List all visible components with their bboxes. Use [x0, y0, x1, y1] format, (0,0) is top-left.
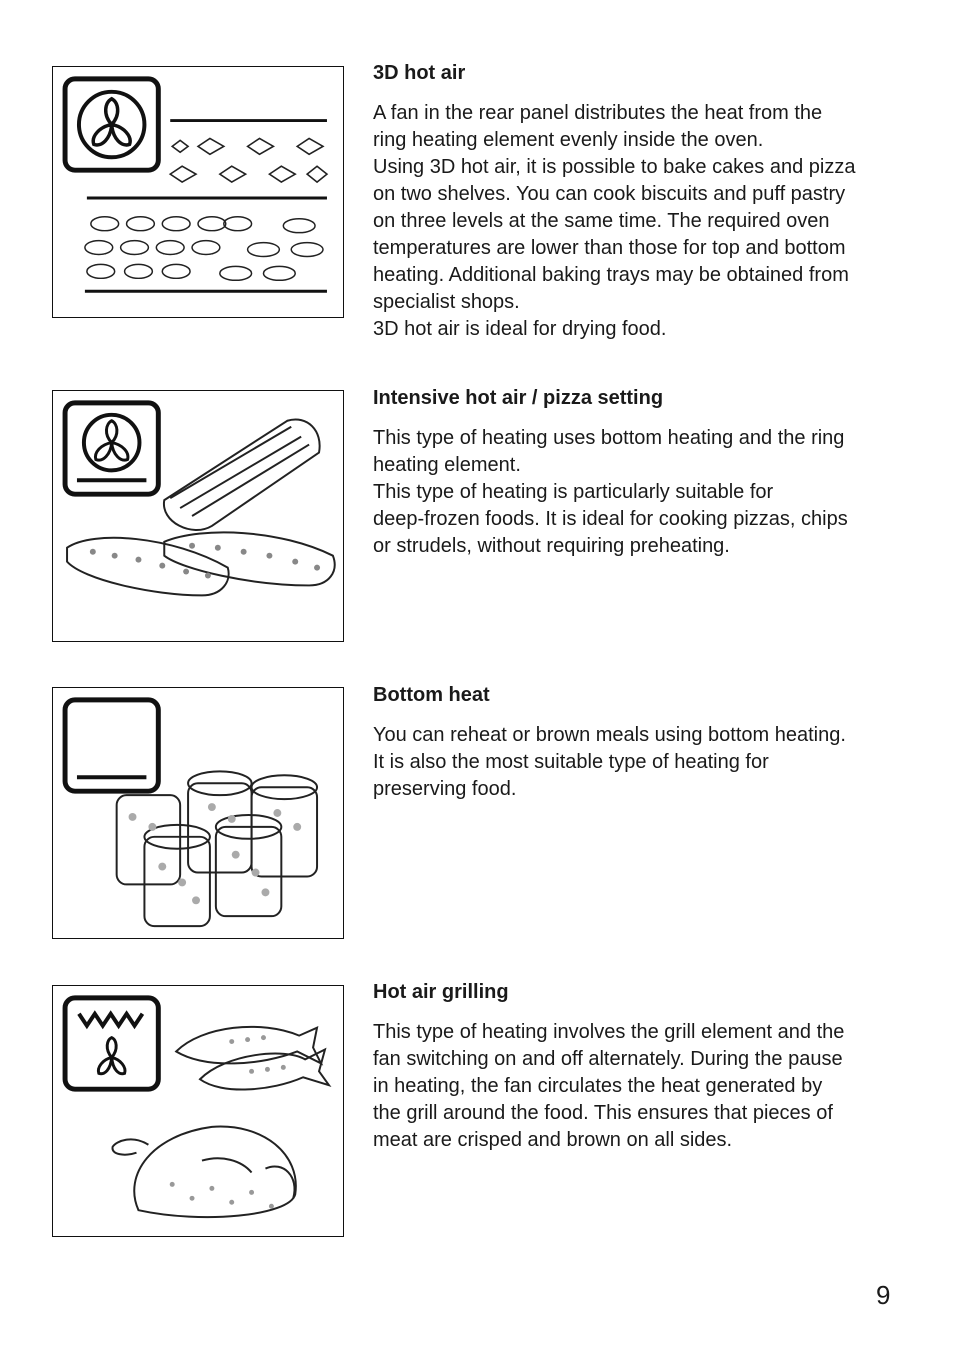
section-heading: 3D hot air [373, 62, 466, 84]
fan-bottom-heat-icon [65, 403, 158, 494]
section-body: A fan in the rear panel distributes the heat from the ring heating element evenly inside the oven. Using 3D hot air, it is possible to bake cakes and pizza on two shelves. You can cook biscuits and puff pastry on three levels at the same time. The required oven temperatures are lower than those for top and bottom heating. Additional baking trays may be obtained from specialist shops. 3D hot air is ideal for drying food. [373, 102, 856, 340]
section-body: This type of heating uses bottom heating and the ring heating element. This type of heating is particularly suitable for deep-frozen foods. It is ideal for cooking pizzas, chips or strudels, without requiring preheating. [373, 427, 848, 557]
section-heading: Bottom heat [373, 684, 490, 706]
bottom-heat-icon [65, 700, 158, 791]
section-heading: Hot air grilling [373, 981, 509, 1003]
illustration-3d-hot-air [52, 66, 344, 318]
section-body: You can reheat or brown meals using bottom heating. It is also the most suitable type of heating for preserving food. [373, 724, 846, 800]
text-block-hot-air-grilling [373, 981, 913, 1154]
section-body: This type of heating involves the grill element and the fan switching on and off alternately. During the pause in heating, the fan circulates the heat generated by the grill around the food. This ensures that pieces of meat are crisped and brown on all sides. [373, 1021, 845, 1151]
illustration-bottom-heat [52, 687, 344, 939]
text-block-3d-hot-air [373, 62, 913, 343]
page-number: 9 [876, 1280, 891, 1310]
illustration-intensive-hot-air [52, 390, 344, 642]
text-block-bottom-heat [373, 684, 913, 803]
text-block-intensive-hot-air [373, 387, 913, 560]
illustration-hot-air-grilling [52, 985, 344, 1237]
section-heading: Intensive hot air / pizza setting [373, 387, 664, 409]
grill-fan-icon [65, 998, 158, 1089]
fan-icon [65, 79, 158, 170]
